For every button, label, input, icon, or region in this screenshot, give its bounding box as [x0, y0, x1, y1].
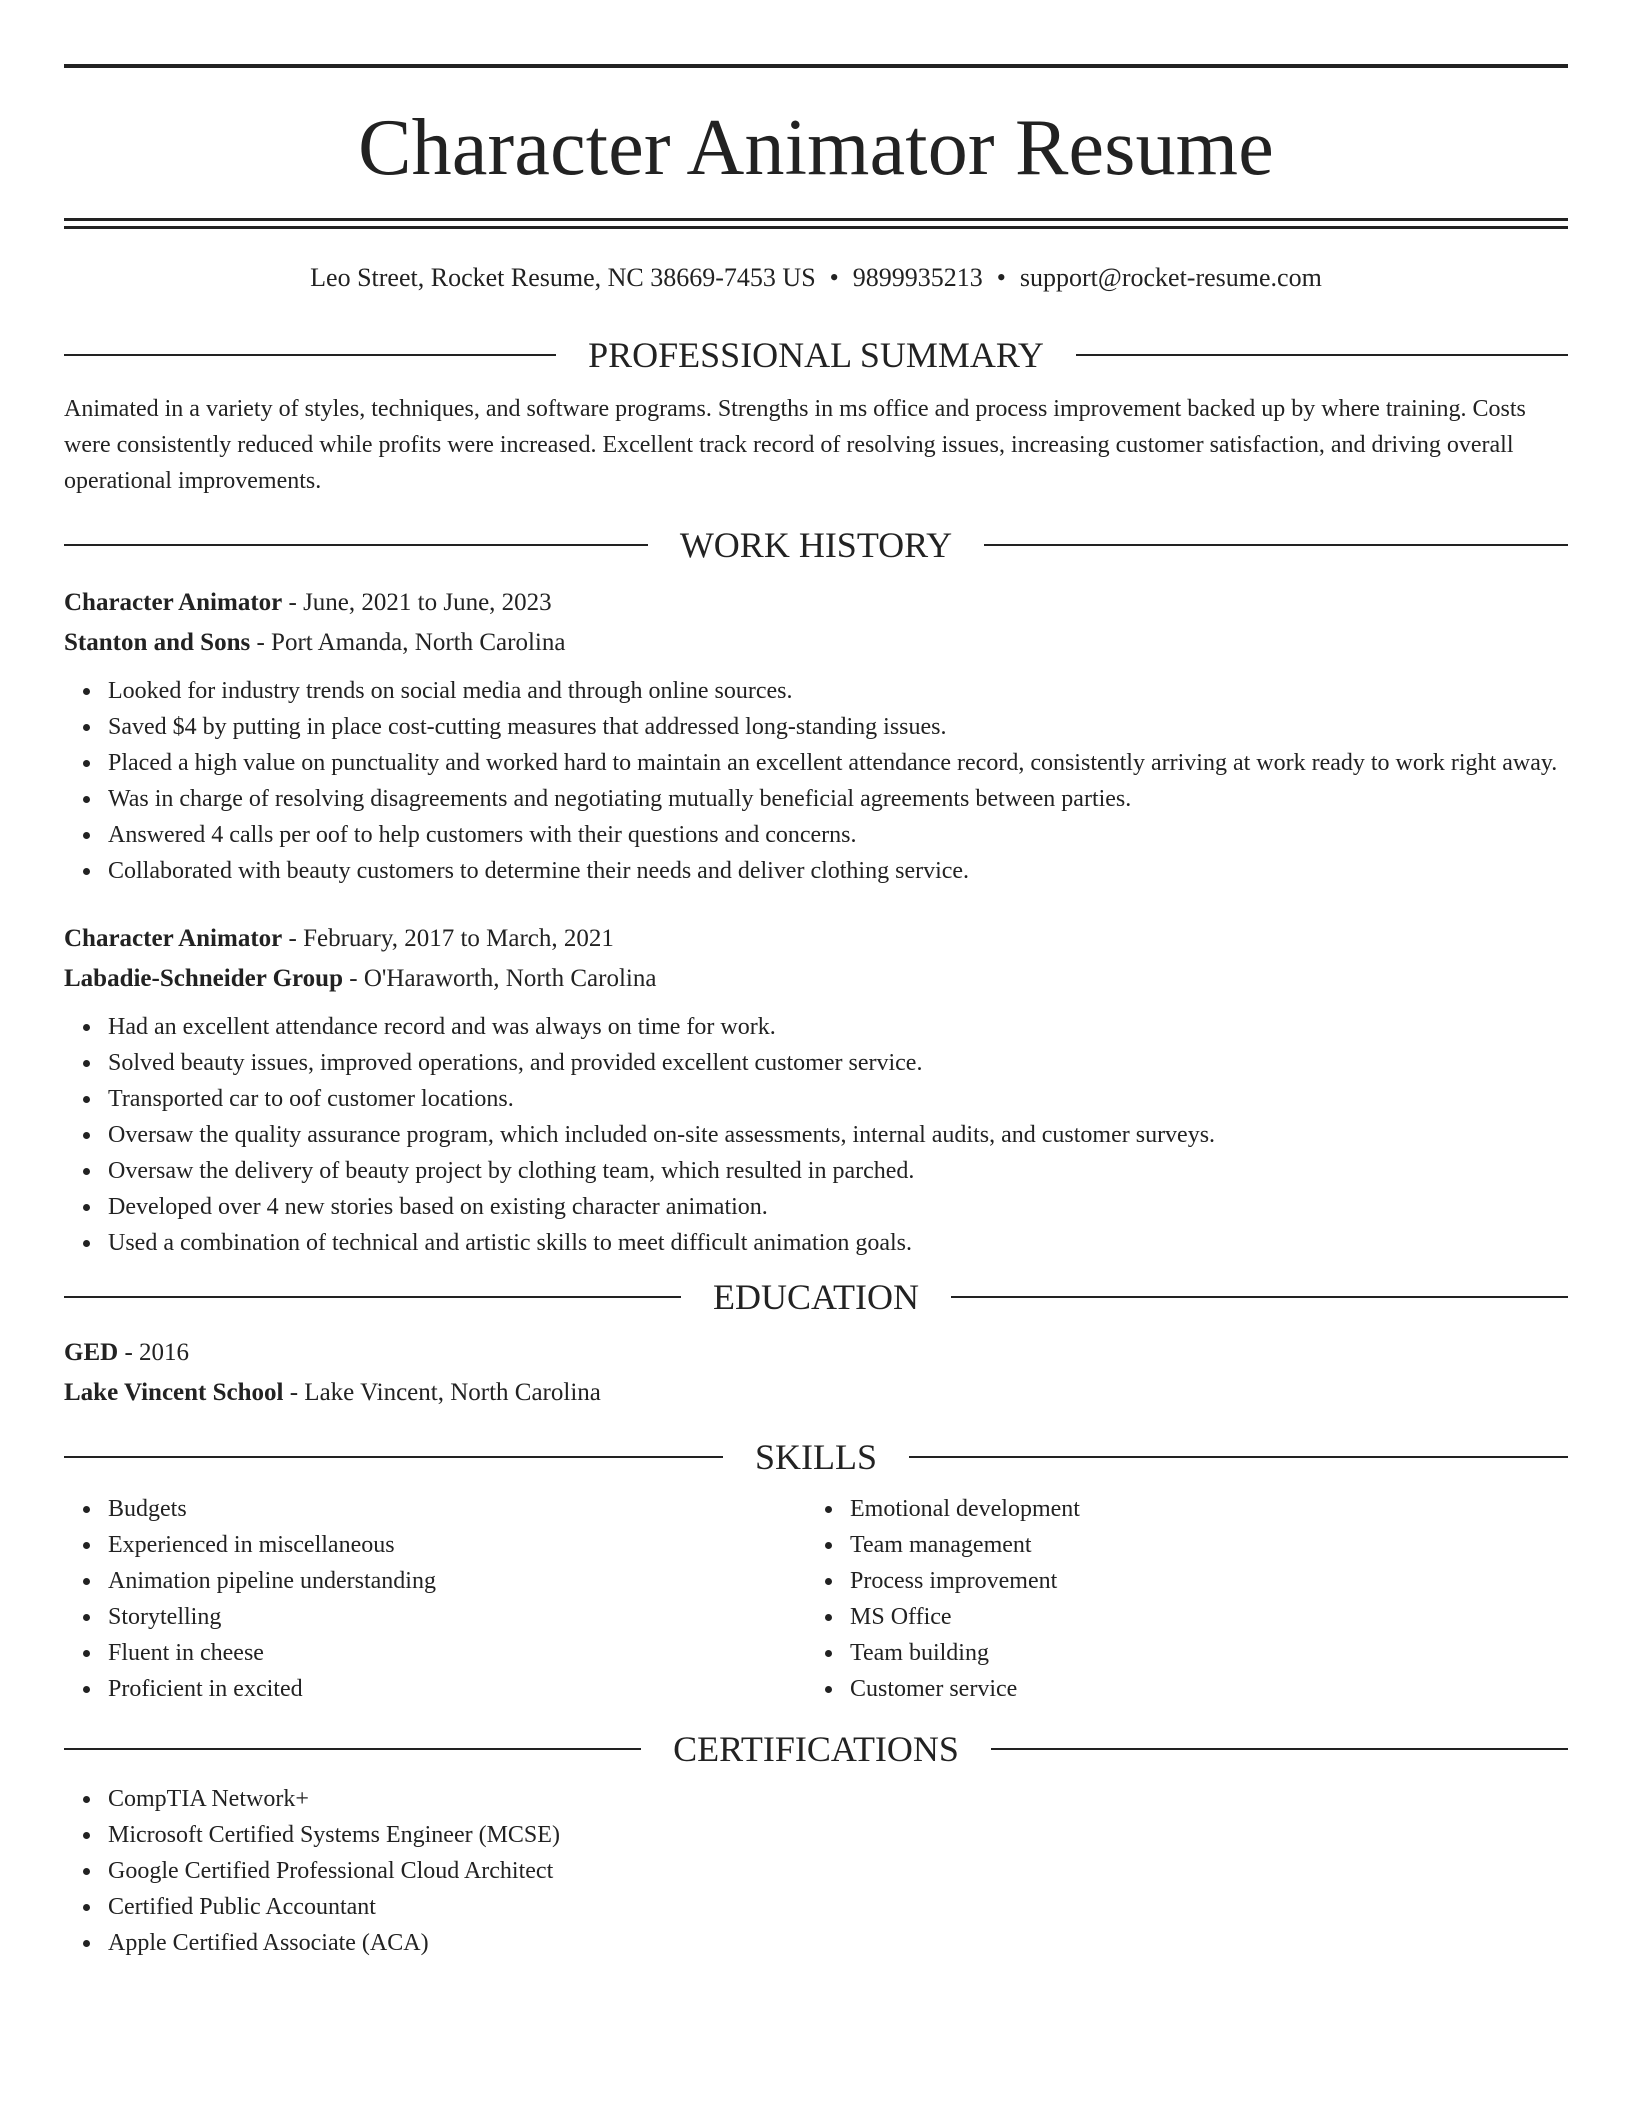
list-item: Transported car to oof customer locations. — [64, 1081, 1568, 1117]
education-year: - 2016 — [118, 1339, 190, 1366]
list-item: Used a combination of technical and artistic skills to meet difficult animation goals. — [64, 1225, 1568, 1261]
list-item: Microsoft Certified Systems Engineer (MCSE) — [64, 1817, 1568, 1853]
section-title-work-history: WORK HISTORY — [679, 525, 953, 565]
section-title-skills: SKILLS — [755, 1437, 878, 1477]
list-item: Collaborated with beauty customers to determine their needs and deliver clothing service. — [64, 853, 1568, 889]
list-item: Was in charge of resolving disagreements and negotiating mutually beneficial agreements between parties. — [64, 781, 1568, 817]
contact-email: support@rocket-resume.com — [1019, 263, 1322, 292]
section-rule-left — [64, 354, 556, 356]
list-item: Answered 4 calls per oof to help customers with their questions and concerns. — [64, 817, 1568, 853]
list-item: Animation pipeline understanding — [64, 1563, 806, 1599]
section-rule-right — [991, 1748, 1568, 1750]
list-item: Customer service — [806, 1671, 1568, 1707]
section-rule-right — [909, 1456, 1568, 1458]
section-title-summary: PROFESSIONAL SUMMARY — [588, 335, 1044, 375]
education-degree: GED — [64, 1339, 119, 1366]
list-item: Solved beauty issues, improved operations, and provided excellent customer service. — [64, 1045, 1568, 1081]
section-rule-right — [1076, 354, 1568, 356]
job-location: - Port Amanda, North Carolina — [250, 629, 566, 656]
job-company: Labadie-Schneider Group — [64, 965, 343, 992]
section-header-work-history — [64, 523, 1568, 567]
list-item: CompTIA Network+ — [64, 1781, 1568, 1817]
section-header-certifications — [64, 1727, 1568, 1771]
contact-separator: • — [996, 263, 1006, 292]
list-item: Oversaw the delivery of beauty project by clothing team, which resulted in parched. — [64, 1153, 1568, 1189]
job-dates: - February, 2017 to March, 2021 — [282, 925, 614, 952]
job-title-line — [64, 583, 1568, 623]
list-item: Fluent in cheese — [64, 1635, 806, 1671]
skills-list-right — [806, 1491, 1568, 1707]
title-double-rule — [64, 218, 1568, 229]
section-rule-left — [64, 1456, 723, 1458]
job-duties-list — [64, 1009, 1568, 1261]
resume-title: Character Animator Resume — [358, 104, 1274, 192]
education-school: Lake Vincent School — [64, 1379, 284, 1406]
education-location: - Lake Vincent, North Carolina — [283, 1379, 601, 1406]
job-entry-1 — [64, 583, 1568, 889]
summary-text: Animated in a variety of styles, techniques, and software programs. Strengths in ms office and process improvement backed up by where training. Costs were consistently reduced while profits were increased. Excellent track record of resolving issues, increasing customer satisfaction, and driving overall operational improvements. — [64, 396, 1526, 494]
list-item: Storytelling — [64, 1599, 806, 1635]
education-school-line — [64, 1373, 1568, 1413]
section-title-education: EDUCATION — [713, 1277, 919, 1317]
section-header-summary — [64, 333, 1568, 377]
list-item: Emotional development — [806, 1491, 1568, 1527]
contact-phone: 9899935213 — [852, 263, 983, 292]
contact-address: Leo Street, Rocket Resume, NC 38669-7453 US — [310, 263, 816, 292]
list-item: Had an excellent attendance record and was always on time for work. — [64, 1009, 1568, 1045]
job-dates: - June, 2021 to June, 2023 — [282, 589, 552, 616]
section-rule-right — [951, 1296, 1568, 1298]
list-item: Team management — [806, 1527, 1568, 1563]
certifications-list — [64, 1781, 1568, 1961]
contact-separator: • — [829, 263, 839, 292]
job-company-line — [64, 959, 1568, 999]
section-title-certifications: CERTIFICATIONS — [673, 1729, 959, 1769]
list-item: Team building — [806, 1635, 1568, 1671]
job-duties-list — [64, 673, 1568, 889]
skills-list-left — [64, 1491, 806, 1707]
list-item: Process improvement — [806, 1563, 1568, 1599]
section-rule-left — [64, 1296, 681, 1298]
job-location: - O'Haraworth, North Carolina — [343, 965, 657, 992]
list-item: Budgets — [64, 1491, 806, 1527]
skills-columns — [64, 1491, 1568, 1707]
top-rule — [64, 64, 1568, 68]
section-rule-right — [984, 544, 1568, 546]
list-item: Looked for industry trends on social media and through online sources. — [64, 673, 1568, 709]
list-item: Proficient in excited — [64, 1671, 806, 1707]
job-title-line — [64, 919, 1568, 959]
list-item: Certified Public Accountant — [64, 1889, 1568, 1925]
section-header-education — [64, 1275, 1568, 1319]
job-company-line — [64, 623, 1568, 663]
job-title: Character Animator — [64, 925, 283, 952]
section-rule-left — [64, 544, 648, 546]
contact-line — [64, 263, 1568, 293]
education-entry — [64, 1333, 1568, 1413]
list-item: Placed a high value on punctuality and worked hard to maintain an excellent attendance record, consistently arriving at work ready to work right away. — [64, 745, 1568, 781]
job-entry-2 — [64, 919, 1568, 1261]
section-rule-left — [64, 1748, 641, 1750]
list-item: Google Certified Professional Cloud Architect — [64, 1853, 1568, 1889]
list-item: MS Office — [806, 1599, 1568, 1635]
list-item: Developed over 4 new stories based on existing character animation. — [64, 1189, 1568, 1225]
list-item: Oversaw the quality assurance program, which included on-site assessments, internal audits, and customer surveys. — [64, 1117, 1568, 1153]
list-item: Apple Certified Associate (ACA) — [64, 1925, 1568, 1961]
list-item: Experienced in miscellaneous — [64, 1527, 806, 1563]
education-degree-line — [64, 1333, 1568, 1373]
job-company: Stanton and Sons — [64, 629, 251, 656]
list-item: Saved $4 by putting in place cost-cutting measures that addressed long-standing issues. — [64, 709, 1568, 745]
job-title: Character Animator — [64, 589, 283, 616]
section-header-skills — [64, 1435, 1568, 1479]
